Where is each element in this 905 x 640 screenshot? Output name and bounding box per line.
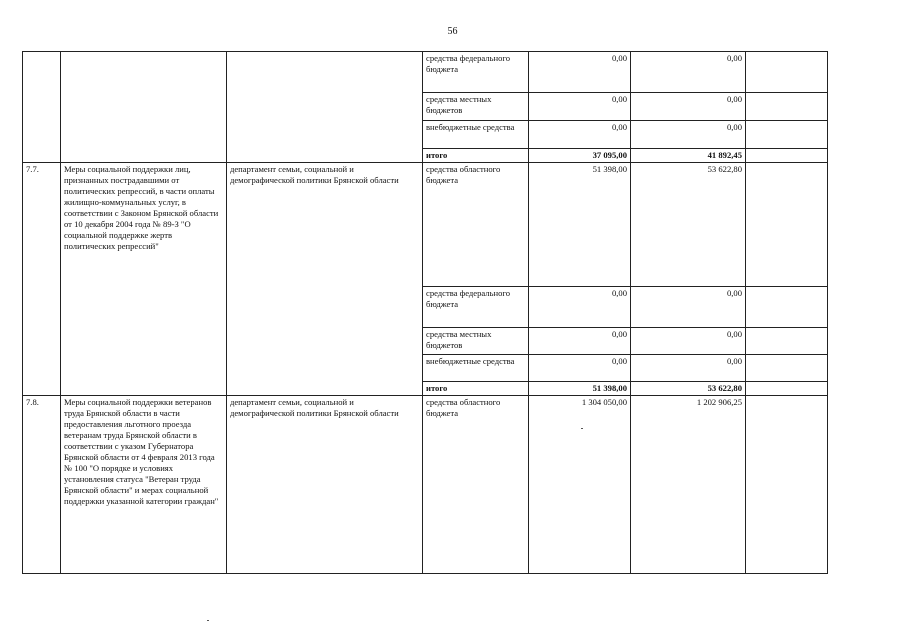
source-cell: внебюджетные средства <box>423 121 529 149</box>
total-value-cell: 41 892,45 <box>631 149 746 163</box>
value-cell: 1 304 050,00 <box>529 396 631 574</box>
empty-cell <box>746 93 828 121</box>
value-cell: 51 398,00 <box>529 163 631 287</box>
source-cell: средства федерального бюджета <box>423 287 529 328</box>
source-cell: средства местных бюджетов <box>423 328 529 355</box>
executor-cell: департамент семьи, социальной и демографической политики Брянской области <box>227 163 423 396</box>
table-row <box>23 52 828 93</box>
value-cell: 0,00 <box>631 287 746 328</box>
source-cell: средства областного бюджета <box>423 396 529 574</box>
measure-cell: Меры социальной поддержки ветеранов труда Брянской области в части предоставления льготного проезда ветеранам труда Брянской области в соответствии с указом Губернатора Брянской области от 4 февраля 2013 года № 100 "О порядке и условиях установления статуса "Ветеран труда Брянской области" и мерах социальной поддержки указанной категории граждан" <box>61 396 227 574</box>
executor-cell <box>227 52 423 163</box>
value-cell: 0,00 <box>631 52 746 93</box>
value-cell: 0,00 <box>529 121 631 149</box>
value-cell: 53 622,80 <box>631 163 746 287</box>
num-cell: 7.8. <box>23 396 61 574</box>
source-cell: итого <box>423 382 529 396</box>
measure-cell: Меры социальной поддержки лиц, признанных пострадавшими от политических репрессий, в части оплаты жилищно-коммунальных услуг, в соответствии с Законом Брянской области от 10 декабря 2004 года № 89-З "О социальной поддержке жертв политических репрессий" <box>61 163 227 396</box>
source-cell: средства местных бюджетов <box>423 93 529 121</box>
measure-cell <box>61 52 227 163</box>
value-cell: 0,00 <box>529 355 631 382</box>
empty-cell <box>746 328 828 355</box>
total-value-cell: 37 095,00 <box>529 149 631 163</box>
total-value-cell: 53 622,80 <box>631 382 746 396</box>
empty-cell <box>746 396 828 574</box>
source-cell: внебюджетные средства <box>423 355 529 382</box>
total-value-cell: 51 398,00 <box>529 382 631 396</box>
scan-speck <box>207 620 209 621</box>
budget-table <box>22 51 828 574</box>
value-cell: 0,00 <box>631 355 746 382</box>
scan-speck <box>581 428 583 429</box>
value-cell: 1 202 906,25 <box>631 396 746 574</box>
source-cell: средства федерального бюджета <box>423 52 529 93</box>
empty-cell <box>746 382 828 396</box>
source-cell: средства областного бюджета <box>423 163 529 287</box>
empty-cell <box>746 121 828 149</box>
empty-cell <box>746 52 828 93</box>
value-cell: 0,00 <box>631 93 746 121</box>
empty-cell <box>746 287 828 328</box>
value-cell: 0,00 <box>529 328 631 355</box>
empty-cell <box>746 163 828 287</box>
table-row <box>23 396 828 574</box>
num-cell <box>23 52 61 163</box>
num-cell: 7.7. <box>23 163 61 396</box>
value-cell: 0,00 <box>631 328 746 355</box>
source-cell: итого <box>423 149 529 163</box>
page-number: 56 <box>447 26 458 37</box>
value-cell: 0,00 <box>529 93 631 121</box>
table-row <box>23 163 828 287</box>
empty-cell <box>746 355 828 382</box>
executor-cell: департамент семьи, социальной и демографической политики Брянской области <box>227 396 423 574</box>
value-cell: 0,00 <box>631 121 746 149</box>
empty-cell <box>746 149 828 163</box>
value-cell: 0,00 <box>529 287 631 328</box>
value-cell: 0,00 <box>529 52 631 93</box>
